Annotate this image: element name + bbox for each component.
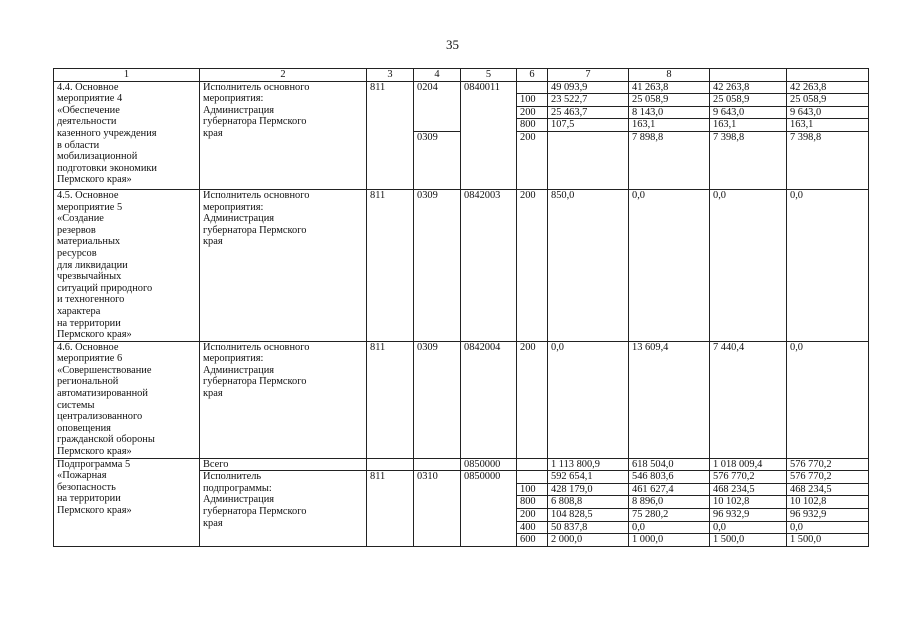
value-cell: 10 102,8 (787, 496, 869, 509)
value-cell: 13 609,4 (629, 341, 710, 458)
value-cell: 0,0 (710, 521, 787, 534)
value-cell: 1 000,0 (629, 534, 710, 547)
cell: 200 (517, 509, 548, 522)
table-row (54, 81, 869, 94)
value-cell: 0,0 (548, 341, 629, 458)
name-line: Пермского края» (57, 505, 132, 516)
value-cell: 2 000,0 (548, 534, 629, 547)
cell: 600 (517, 534, 548, 547)
value-cell: 0,0 (629, 521, 710, 534)
value-cell: 468 234,5 (710, 483, 787, 496)
executor-line: Исполнитель (203, 471, 262, 483)
value-cell: 96 932,9 (787, 509, 869, 522)
value-cell: 104 828,5 (548, 509, 629, 522)
executor-line: края (203, 517, 223, 529)
executor-line: края (203, 388, 223, 400)
value-cell: 25 463,7 (548, 106, 629, 119)
value-cell: 461 627,4 (629, 483, 710, 496)
cell (414, 458, 461, 471)
executor-line: Исполнитель основного (203, 189, 310, 201)
value-cell: 618 504,0 (629, 458, 710, 471)
value-cell: 0,0 (787, 189, 869, 341)
cell: 0840011 (461, 81, 517, 189)
cell (517, 471, 548, 484)
executor-cell (200, 471, 367, 547)
value-cell: 163,1 (787, 119, 869, 132)
header-cell (787, 69, 869, 82)
value-cell: 0,0 (787, 341, 869, 458)
name-line: 4.6. Основное (57, 341, 119, 353)
value-cell: 25 058,9 (710, 94, 787, 107)
name-line: автоматизированной (57, 388, 148, 400)
cell: 0309 (414, 341, 461, 458)
value-cell: 9 643,0 (787, 106, 869, 119)
name-line: в области (57, 139, 100, 151)
value-cell (548, 131, 629, 189)
value-cell: 6 808,8 (548, 496, 629, 509)
value-cell: 0,0 (710, 189, 787, 341)
executor-line: губернатора Пермского (203, 116, 307, 128)
executor-line: Исполнитель основного (203, 341, 310, 353)
cell: 0204 (414, 81, 461, 131)
name-line: материальных (57, 236, 121, 248)
executor-line: губернатора Пермского (203, 224, 307, 236)
subprogram-name-cell (54, 458, 200, 546)
value-cell: 1 113 800,9 (548, 458, 629, 471)
executor-line: Исполнитель основного (203, 81, 310, 93)
name-line: на территории (57, 317, 121, 329)
value-cell: 1 500,0 (787, 534, 869, 547)
header-cell: 3 (367, 69, 414, 82)
value-cell: 7 398,8 (710, 131, 787, 189)
name-line: Пермского края» (57, 329, 132, 341)
cell: 811 (367, 189, 414, 341)
name-line: подготовки экономики (57, 162, 157, 174)
executor-line: губернатора Пермского (203, 506, 307, 517)
page-number: 35 (446, 37, 459, 52)
cell: 200 (517, 131, 548, 189)
cell (517, 81, 548, 94)
value-cell: 49 093,9 (548, 81, 629, 94)
executor-line: Администрация (203, 213, 275, 225)
name-line: мобилизационной (57, 151, 138, 163)
executor-line: Администрация (203, 364, 275, 376)
executor-line: мероприятия: (203, 93, 264, 105)
name-line: Пермского края» (57, 174, 132, 186)
cell: 200 (517, 189, 548, 341)
executor-line: Администрация (203, 494, 275, 506)
cell (517, 458, 548, 471)
cell: 0309 (414, 189, 461, 341)
name-line: 4.5. Основное (57, 189, 119, 201)
name-line: «Обеспечение (57, 104, 120, 116)
cell: 0850000 (461, 458, 517, 471)
value-cell: 8 896,0 (629, 496, 710, 509)
value-cell: 0,0 (787, 521, 869, 534)
header-cell: 7 (548, 69, 629, 82)
value-cell: 50 837,8 (548, 521, 629, 534)
header-cell: 6 (517, 69, 548, 82)
budget-table (53, 68, 869, 547)
value-cell: 576 770,2 (710, 471, 787, 484)
name-line: чрезвычайных (57, 271, 122, 283)
cell: 800 (517, 496, 548, 509)
header-cell: 5 (461, 69, 517, 82)
executor-line: губернатора Пермского (203, 376, 307, 388)
executor-line: края (203, 236, 223, 248)
name-line: для ликвидации (57, 259, 128, 271)
cell: 0850000 (461, 471, 517, 547)
executor-line: края (203, 127, 223, 139)
value-cell: 468 234,5 (787, 483, 869, 496)
name-line: Подпрограмма 5 (57, 458, 131, 470)
name-line: казенного учреждения (57, 127, 157, 139)
activity-name-cell (54, 81, 200, 189)
value-cell: 7 398,8 (787, 131, 869, 189)
name-line: безопасность (57, 481, 116, 493)
name-line: ресурсов (57, 247, 97, 259)
cell: 0309 (414, 131, 461, 189)
table-row (54, 341, 869, 458)
value-cell: 576 770,2 (787, 471, 869, 484)
name-line: региональной (57, 376, 119, 388)
name-line: «Пожарная (57, 470, 107, 482)
activity-name-cell (54, 341, 200, 458)
cell: 811 (367, 341, 414, 458)
name-line: деятельности (57, 116, 117, 128)
header-cell: 8 (629, 69, 710, 82)
name-line: централизованного (57, 411, 143, 423)
executor-cell (200, 341, 367, 458)
name-line: гражданской обороны (57, 434, 155, 446)
cell: 0310 (414, 471, 461, 547)
value-cell: 10 102,8 (710, 496, 787, 509)
name-line: и техногенного (57, 294, 125, 306)
cell: 200 (517, 106, 548, 119)
value-cell: 75 280,2 (629, 509, 710, 522)
cell: 100 (517, 483, 548, 496)
name-line: мероприятие 5 (57, 201, 123, 213)
header-cell: 2 (200, 69, 367, 82)
value-cell: 107,5 (548, 119, 629, 132)
executor-line: подпрограммы: (203, 482, 272, 494)
value-cell: 41 263,8 (629, 81, 710, 94)
value-cell: 576 770,2 (787, 458, 869, 471)
name-line: ситуаций природного (57, 282, 153, 294)
value-cell: 592 654,1 (548, 471, 629, 484)
name-line: «Совершенствование (57, 364, 152, 376)
value-cell: 546 803,6 (629, 471, 710, 484)
name-line: резервов (57, 224, 96, 236)
executor-cell (200, 81, 367, 189)
cell: 100 (517, 94, 548, 107)
cell (367, 458, 414, 471)
cell: 811 (367, 471, 414, 547)
value-cell: 163,1 (710, 119, 787, 132)
value-cell: 7 898,8 (629, 131, 710, 189)
table-row (54, 458, 869, 471)
activity-name-cell (54, 189, 200, 341)
name-line: на территории (57, 493, 121, 505)
value-cell: 23 522,7 (548, 94, 629, 107)
executor-line: мероприятия: (203, 201, 264, 213)
cell: 0842003 (461, 189, 517, 341)
name-line: характера (57, 305, 101, 317)
header-cell (710, 69, 787, 82)
table-row (54, 189, 869, 341)
name-line: оповещения (57, 422, 111, 434)
value-cell: 0,0 (629, 189, 710, 341)
cell: 200 (517, 341, 548, 458)
name-line: «Создание (57, 213, 104, 225)
cell: 0842004 (461, 341, 517, 458)
executor-line: мероприятия: (203, 353, 264, 365)
executor-line: Администрация (203, 104, 275, 116)
cell: 800 (517, 119, 548, 132)
value-cell: 850,0 (548, 189, 629, 341)
value-cell: 9 643,0 (710, 106, 787, 119)
value-cell: 96 932,9 (710, 509, 787, 522)
total-label-cell: Всего (200, 458, 367, 471)
name-line: мероприятие 4 (57, 93, 123, 105)
name-line: Пермского края» (57, 446, 132, 458)
header-row (54, 69, 869, 82)
name-line: 4.4. Основное (57, 81, 119, 93)
cell: 400 (517, 521, 548, 534)
header-cell: 4 (414, 69, 461, 82)
value-cell: 428 179,0 (548, 483, 629, 496)
value-cell: 25 058,9 (629, 94, 710, 107)
value-cell: 7 440,4 (710, 341, 787, 458)
value-cell: 1 018 009,4 (710, 458, 787, 471)
value-cell: 1 500,0 (710, 534, 787, 547)
header-cell: 1 (54, 69, 200, 82)
value-cell: 42 263,8 (787, 81, 869, 94)
name-line: мероприятие 6 (57, 353, 123, 365)
value-cell: 8 143,0 (629, 106, 710, 119)
value-cell: 163,1 (629, 119, 710, 132)
executor-cell (200, 189, 367, 341)
value-cell: 25 058,9 (787, 94, 869, 107)
cell: 811 (367, 81, 414, 189)
name-line: системы (57, 399, 95, 411)
value-cell: 42 263,8 (710, 81, 787, 94)
